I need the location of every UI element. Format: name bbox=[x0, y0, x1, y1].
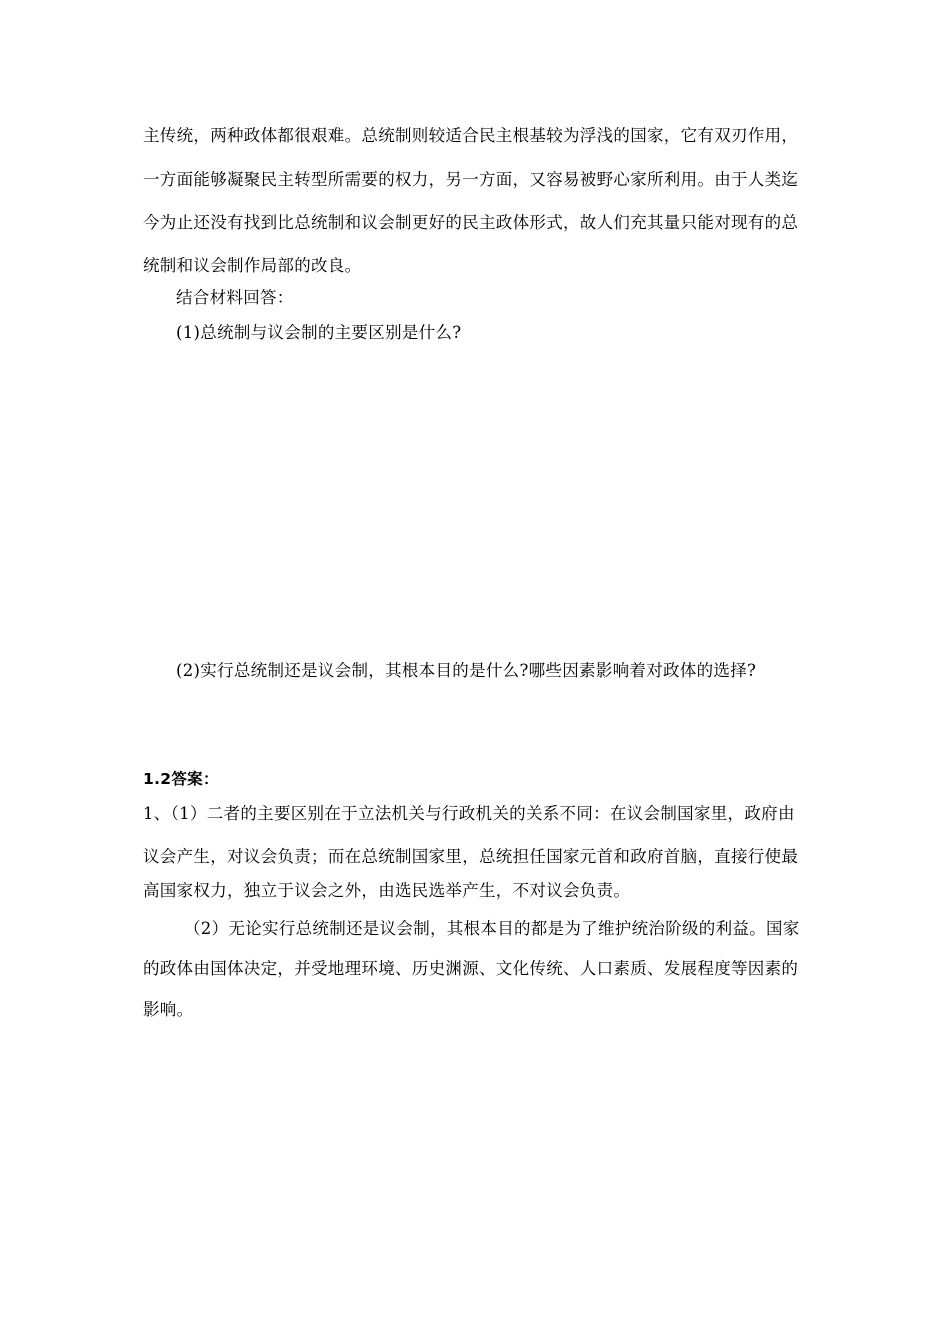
answer-prompt: 结合材料回答： bbox=[176, 288, 294, 307]
material-line-3: 今为止还没有找到比总统制和议会制更好的民主政体形式，故人们充其量只能对现有的总 bbox=[143, 213, 799, 232]
material-line-1: 主传统，两种政体都很艰难。总统制则较适合民主根基较为浮浅的国家，它有双刃作用， bbox=[143, 126, 799, 145]
answers-heading: 1.2答案： bbox=[143, 770, 219, 788]
material-line-4: 统制和议会制作局部的改良。 bbox=[143, 256, 362, 275]
answer-2-line-1: （2）无论实行总统制还是议会制，其根本目的都是为了维护统治阶级的利益。国家 bbox=[184, 919, 800, 938]
answer-1-line-2: 议会产生，对议会负责；而在总统制国家里，总统担任国家元首和政府首脑，直接行使最 bbox=[143, 847, 799, 866]
question-1: (1)总统制与议会制的主要区别是什么? bbox=[176, 323, 462, 342]
question-2: (2)实行总统制还是议会制，其根本目的是什么?哪些因素影响着对政体的选择? bbox=[176, 661, 757, 680]
answer-1-line-3: 高国家权力，独立于议会之外，由选民选举产生，不对议会负责。 bbox=[143, 881, 631, 900]
answer-1-line-1: 1、（1）二者的主要区别在于立法机关与行政机关的关系不同：在议会制国家里，政府由 bbox=[143, 804, 795, 823]
answer-2-line-2: 的政体由国体决定，并受地理环境、历史渊源、文化传统、人口素质、发展程度等因素的 bbox=[143, 959, 799, 978]
material-line-2: 一方面能够凝聚民主转型所需要的权力，另一方面，又容易被野心家所利用。由于人类迄 bbox=[143, 170, 799, 189]
answer-2-line-3: 影响。 bbox=[143, 1000, 194, 1019]
